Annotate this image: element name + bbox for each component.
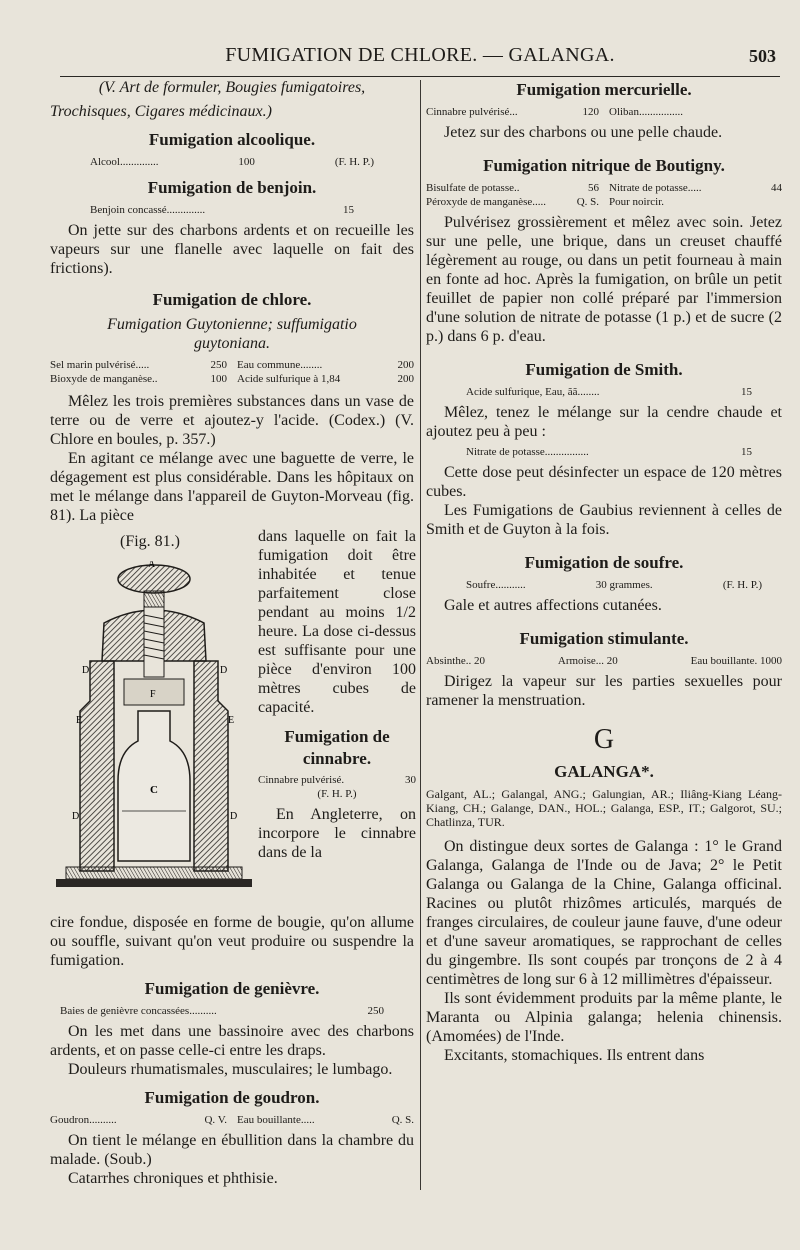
ing-name: Péroxyde de manganèse.....	[426, 196, 547, 208]
ing-name: Benjoin concassé..............	[90, 204, 206, 216]
ing-name: Pour noircir.	[609, 196, 664, 208]
ing-name: Acide sulfurique à 1,84	[237, 373, 341, 385]
ing-qty: 100	[210, 373, 227, 385]
ing-name: Nitrate de potasse................	[466, 446, 589, 458]
cinnabre-text: cire fondue, disposée en forme de bougie, qu'on allume ou souffle, suivant qu'on veut produire ou suspendre la fumigation.	[50, 914, 414, 969]
heading-soufre: Fumigation de soufre.	[524, 553, 684, 572]
mercurielle-ingredients	[426, 105, 782, 119]
label-d-lower-left: D	[72, 811, 80, 822]
ing-row	[50, 372, 227, 386]
intro-ref-2: Trochisques, Cigares médicinaux.)	[50, 103, 272, 120]
ing-item: Armoise... 20	[557, 655, 618, 667]
nitrique-ingredients	[426, 181, 782, 209]
ing-item: Eau bouillante. 1000	[690, 655, 782, 667]
stimulante-text: Dirigez la vapeur sur les parties sexuelles pour ramener la menstruation.	[426, 673, 782, 709]
ing-row	[237, 1113, 414, 1127]
ing-name: Soufre...........	[466, 579, 526, 591]
smith-para-2: Cette dose peut désinfecter un espace de 120 mètres cubes.	[426, 464, 782, 500]
heading-galanga: GALANGA*.	[554, 762, 654, 781]
ingredient-stimulante	[426, 654, 782, 668]
heading-chlore: Fumigation de chlore.	[152, 290, 312, 309]
heading-nitrique: Fumigation nitrique de Boutigny.	[483, 156, 725, 175]
ing-row	[237, 372, 414, 386]
label-d-right: D	[220, 665, 228, 676]
ing-name: Eau bouillante.....	[237, 1114, 315, 1126]
heading-goudron: Fumigation de goudron.	[144, 1088, 320, 1107]
ing-row	[50, 358, 227, 372]
ing-row	[426, 181, 599, 195]
ing-qty: 200	[397, 359, 414, 371]
goudron-ingredients	[50, 1113, 414, 1127]
ing-name: Eau commune........	[237, 359, 323, 371]
heading-alcool: Fumigation alcoolique.	[148, 130, 316, 149]
galanga-para-2: Ils sont évidemment produits par la même plante, le Maranta ou Alpinia galanga; helenia chinensis. (Amomées) de l'Inde.	[426, 990, 782, 1045]
heading-smith: Fumigation de Smith.	[525, 360, 683, 379]
ingredient-genievre	[50, 1004, 414, 1018]
heading-mercurielle: Fumigation mercurielle.	[516, 80, 692, 99]
running-head	[60, 40, 780, 77]
ing-row	[237, 358, 414, 372]
ing-row	[50, 1113, 227, 1127]
ing-name: Bioxyde de manganèse..	[50, 373, 158, 385]
ing-qty: Q. V.	[204, 1114, 227, 1126]
chlore-subtitle-2: guytoniana.	[194, 335, 270, 352]
ingredient-benjoin	[50, 203, 414, 217]
heading-genievre: Fumigation de genièvre.	[144, 979, 320, 998]
ing-qty: 15	[741, 386, 752, 398]
page-number: 503	[749, 46, 776, 66]
guyton-morveau-apparatus-illustration	[56, 561, 252, 891]
nitrique-text: Pulvérisez grossièrement et mêlez avec soin. Jetez sur une pelle, une brique, dans un creuset chauffé légèrement au rouge, ou dans un petit fourneau à main en fonte ad hoc. Après la fumigation, on brûle un petit feuillet de papier non collé préparé par l'immersion d'une solution de nitrate de potasse (1 p.) et de sucre (2 p.) dans 6 p. d'eau.	[426, 214, 782, 345]
label-e-right: E	[228, 715, 235, 726]
ing-name: Alcool..............	[90, 156, 159, 168]
ing-row	[609, 181, 782, 195]
label-c: C	[150, 784, 158, 796]
ing-name: Cinnabre pulvérisé...	[426, 106, 518, 118]
figure-side-text-block	[258, 527, 416, 862]
genievre-para-2: Douleurs rhumatismales, musculaires; le lumbago.	[68, 1061, 393, 1078]
ing-name: Bisulfate de potasse..	[426, 182, 520, 194]
chlore-ingredients	[50, 358, 414, 386]
right-column	[426, 78, 782, 1065]
ing-row	[426, 195, 599, 209]
running-title: FUMIGATION DE CHLORE. — GALANGA.	[225, 44, 615, 66]
ing-row	[426, 105, 599, 119]
ing-ref: (F. H. P.)	[722, 579, 762, 591]
ingredient-soufre	[426, 578, 782, 592]
benjoin-text: On jette sur des charbons ardents et on recueille les vapeurs sur une flanelle avec laquelle on fait des frictions).	[50, 222, 414, 277]
chlore-subtitle-1: Fumigation Guytonienne; suffumigatio	[107, 316, 357, 333]
ingredient-smith-2	[426, 445, 782, 459]
ingredient-cinnabre	[258, 773, 416, 787]
soufre-text: Gale et autres affections cutanées.	[444, 597, 662, 614]
ing-qty: 200	[397, 373, 414, 385]
ing-qty: 30 grammes.	[595, 579, 653, 591]
label-d-lower-right: D	[230, 811, 238, 822]
ing-qty: 44	[771, 182, 782, 194]
ing-name: Acide sulfurique, Eau, ãã........	[466, 386, 600, 398]
ing-ref: (F. H. P.)	[334, 156, 374, 168]
section-letter: G	[593, 724, 615, 755]
label-d-left: D	[82, 665, 90, 676]
ing-qty: 120	[582, 106, 599, 118]
ing-qty: 15	[741, 446, 752, 458]
ing-name: Nitrate de potasse.....	[609, 182, 702, 194]
label-e-left: E	[76, 715, 83, 726]
ingredient-alcool	[50, 155, 414, 169]
label-a: A	[148, 561, 156, 570]
genievre-para-1: On les met dans une bassinoire avec des charbons ardents, et on passe celle-ci entre les draps.	[50, 1023, 414, 1059]
column-divider	[420, 80, 421, 1190]
chlore-para-1: Mêlez les trois premières substances dans un vase de terre ou de verre et ajoutez-y l'acide. (Codex.) (V. Chlore en boules, p. 357.)	[50, 393, 414, 448]
ing-name: Cinnabre pulvérisé.	[258, 774, 345, 786]
heading-cinnabre-1: Fumigation de	[284, 727, 390, 746]
smith-para-1: Mêlez, tenez le mélange sur la cendre chaude et ajoutez peu à peu :	[426, 404, 782, 440]
heading-stimulante: Fumigation stimulante.	[519, 629, 689, 648]
heading-cinnabre-2: cinnabre.	[302, 749, 372, 768]
figure-caption: (Fig. 81.)	[120, 533, 180, 550]
mercurielle-text: Jetez sur des charbons ou une pelle chaude.	[444, 124, 723, 141]
ing-qty: 30	[405, 774, 416, 786]
chlore-fig-text: dans laquelle on fait la fumigation doit être inhabitée et tenue parfaitement close pendant au moins 1/2 heure. La dose ci-dessus est suffisante pour une pièce d'environ 100 mètres cubes de capacité.	[258, 528, 416, 716]
intro-ref-1: (V. Art de formuler, Bougies fumigatoires,	[98, 79, 366, 96]
smith-para-3: Les Fumigations de Gaubius reviennent à celles de Smith et de Guyton à la fois.	[426, 502, 782, 538]
figure-81	[50, 527, 414, 909]
ingredient-smith-1	[426, 385, 782, 399]
ing-item: Absinthe.. 20	[426, 655, 485, 667]
goudron-para-1: On tient le mélange en ébullition dans la chambre du malade. (Soub.)	[50, 1132, 414, 1168]
galanga-para-1: On distingue deux sortes de Galanga : 1° le Grand Galanga, Galanga de l'Inde ou de Java; 2° le Petit Galanga ou Galanga de la Chine, Galanga officinal. Racines ou plutôt rhizômes articulés, marqués de franges circulaires, de couleur jaune fauve, d'une odeur et d'une saveur aromatiques, se rapprochant de celles du gingembre. Ils sont coupés par tronçons de 2 à 4 centimètres de long sur 6 à 12 millimètres d'épaisseur.	[426, 838, 782, 988]
ing-row	[609, 195, 782, 209]
ing-name: Baies de genièvre concassées..........	[60, 1005, 217, 1017]
ing-name: Goudron..........	[50, 1114, 117, 1126]
ing-ref: (F. H. P.)	[317, 788, 357, 800]
ing-qty: 250	[367, 1005, 384, 1017]
galanga-para-3: Excitants, stomachiques. Ils entrent dans	[444, 1047, 705, 1064]
ing-name: Oliban................	[609, 106, 683, 118]
ing-qty: Q. S.	[391, 1114, 414, 1126]
galanga-synonyms: Galgant, AL.; Galangal, ANG.; Galungian, AR.; Iliâng-Kiang Léang-Kiang, CH.; Galange, DAN., HOL.; Galanga, ESP., IT.; Galgorot, SU.; Chatlinza, TUR.	[426, 787, 782, 829]
ing-qty: 250	[210, 359, 227, 371]
ing-qty: 100	[238, 156, 255, 168]
goudron-para-2: Catarrhes chroniques et phthisie.	[68, 1170, 278, 1187]
ing-qty: 56	[588, 182, 599, 194]
ing-row	[609, 105, 782, 119]
chlore-para-2: En agitant ce mélange avec une baguette de verre, le dégagement est plus considérable. Dans les hôpitaux on met le mélange dans l'appareil de Guyton-Morveau (fig. 81). La pièce	[50, 450, 414, 524]
heading-benjoin: Fumigation de benjoin.	[147, 178, 317, 197]
ing-qty: 15	[343, 204, 354, 216]
left-column	[50, 78, 414, 1188]
ing-name: Sel marin pulvérisé.....	[50, 359, 150, 371]
cinnabre-text-narrow: En Angleterre, on incorpore le cinnabre dans de la	[258, 806, 416, 861]
label-f: F	[150, 689, 156, 700]
ing-qty: Q. S.	[576, 196, 599, 208]
